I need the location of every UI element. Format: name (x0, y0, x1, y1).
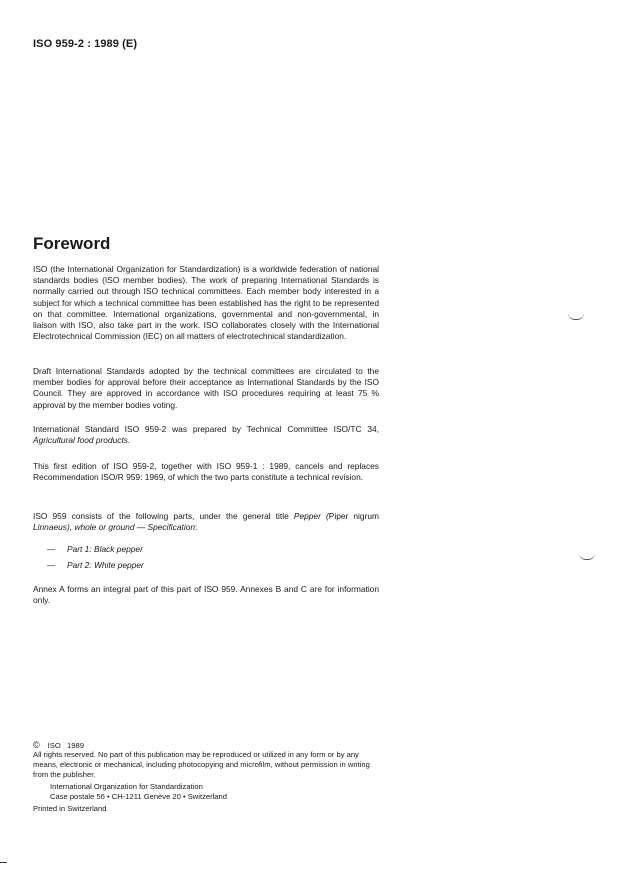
list-item (47, 544, 143, 555)
part-1-label: Part 1: Black pepper (67, 544, 143, 554)
organization-address: Case postale 56 • CH-1211 Genève 20 • Switzerland (50, 792, 227, 801)
list-dash: — (47, 544, 56, 554)
page-title: Foreword (33, 234, 111, 253)
organization-name: International Organization for Standardization (50, 782, 203, 791)
foreword-paragraph-drafts: Draft International Standards adopted by the technical committees are circulated to the member bodies for approval before their acceptance as International Standards by the ISO Council. They are approved in accordance with ISO procedures requiring at least 75 % approval by the member bodies voting. (33, 366, 379, 410)
colon: : (195, 522, 198, 533)
foreword-paragraph-committee (33, 424, 379, 446)
parts-intro: ISO 959 consists of the following parts, under the general title (33, 511, 294, 521)
scan-mark (568, 313, 584, 320)
rights-notice: All rights reserved. No part of this publication may be reproduced or utilized in any form or by any means, electronic or mechanical, including photocopying and microfilm, without permission in writing from the publisher. (33, 750, 370, 779)
general-title-end: Linnaeus), whole or ground — Specification (33, 522, 196, 533)
list-dash: — (47, 560, 56, 570)
general-title-start: Pepper ( (293, 511, 329, 521)
copyright-icon: © (33, 740, 40, 750)
part-2-label: Part 2: White pepper (67, 560, 144, 570)
list-item (47, 560, 144, 571)
foreword-paragraph-edition: This first edition of ISO 959-2, together with ISO 959-1 : 1989, cancels and replaces Recommendation ISO/R 959: 1969, of which the two parts constitute a technical revision. (33, 461, 379, 483)
scan-mark (579, 553, 595, 560)
copyright-text: ISO 1989 (47, 741, 84, 750)
committee-name: Agricultural food products. (33, 435, 131, 446)
foreword-paragraph-annexes: Annex A forms an integral part of this part of ISO 959. Annexes B and C are for information only. (33, 584, 379, 606)
document-id: ISO 959-2 : 1989 (E) (33, 38, 138, 50)
species-name: Piper nigrum (328, 511, 379, 521)
foreword-paragraph-iso: ISO (the International Organization for Standardization) is a worldwide federation of national standards bodies (ISO member bodies). The work of preparing International Standards is normally carried out through ISO technical committees. Each member body interested in a subject for which a technical committee has been established has the right to be represented on that committee. International organizations, governmental and non-governmental, in liaison with ISO, also take part in the work. ISO collaborates closely with the International Electrotechnical Commission (IEC) on all matters of electrotechnical standardization. (33, 264, 379, 342)
printed-in: Printed in Switzerland (33, 804, 107, 813)
edge-mark (0, 862, 7, 863)
foreword-paragraph-parts (33, 511, 379, 533)
committee-text: International Standard ISO 959-2 was prepared by Technical Committee ISO/TC 34, (33, 424, 379, 434)
